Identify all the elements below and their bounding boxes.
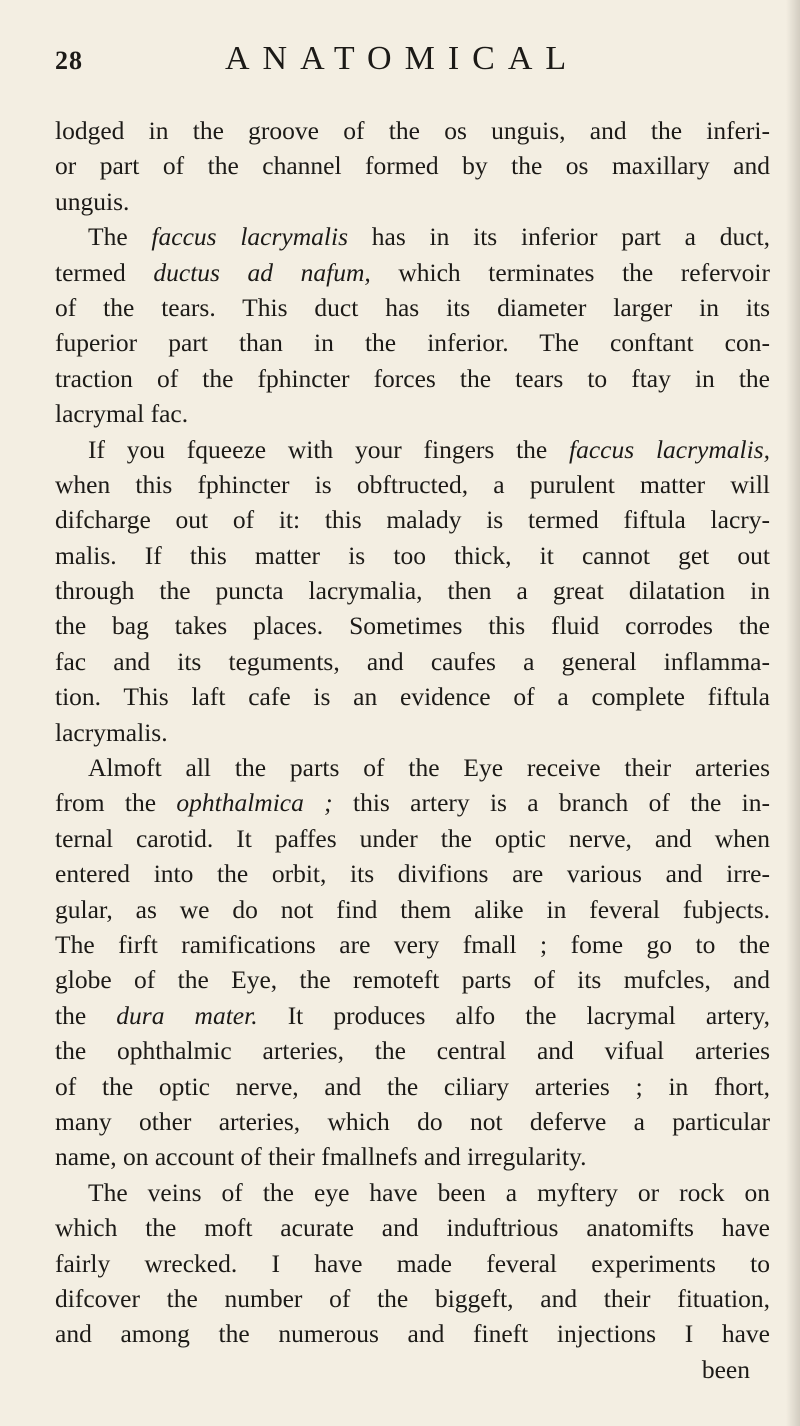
body-text — [55, 113, 770, 1387]
text-line: The firft ramifications are very fmall ; fome go to the — [55, 929, 770, 959]
text-line: Almoft all the parts of the Eye receive their arteries — [88, 753, 770, 783]
text-line: gular, as we do not find them alike in feveral fubjects. — [55, 894, 770, 924]
text-line: the bag takes places. Sometimes this fluid corrodes the — [55, 611, 770, 641]
text-line: tion. This laft cafe is an evidence of a complete fiftula — [55, 682, 770, 712]
italic-term: faccus lacrymalis — [151, 222, 348, 252]
running-head: ANATOMICAL — [225, 40, 580, 77]
text-line: difcover the number of the biggeft, and their fituation, — [55, 1283, 770, 1313]
text-line: traction of the fphincter forces the tears to ftay in the — [55, 363, 770, 393]
text-line: entered into the orbit, its divifions are various and irre- — [55, 859, 770, 889]
text-line: through the puncta lacrymalia, then a great dilatation in — [55, 576, 770, 606]
text-line: fuperior part than in the inferior. The conftant con- — [55, 328, 770, 358]
text-run: It produces alfo the lacrymal artery, — [257, 1000, 771, 1030]
text-line — [55, 219, 770, 254]
italic-term: ductus ad nafum, — [153, 257, 371, 287]
text-line: or part of the channel formed by the os maxillary and — [55, 151, 770, 181]
text-line: lacrymalis. — [55, 717, 168, 747]
text-line: name, on account of their fmallnefs and irregularity. — [55, 1142, 587, 1172]
text-line — [55, 998, 770, 1033]
text-run: If you fqueeze with your fingers the — [88, 434, 570, 464]
text-line: globe of the Eye, the remoteft parts of its mufcles, and — [55, 965, 770, 995]
text-line — [55, 255, 770, 290]
text-run: The — [88, 222, 152, 252]
text-line: and among the numerous and fineft injections I have — [55, 1319, 770, 1349]
page-header — [55, 40, 760, 90]
page-number: 28 — [55, 46, 83, 75]
text-line: unguis. — [55, 186, 130, 216]
text-line: fac and its teguments, and caufes a general inflamma- — [55, 646, 770, 676]
text-line: lodged in the groove of the os unguis, and the inferi- — [55, 116, 770, 145]
text-run: the — [55, 1000, 117, 1030]
text-line: malis. If this matter is too thick, it cannot get out — [55, 540, 770, 570]
text-line: many other arteries, which do not deferve a particular — [55, 1106, 770, 1136]
text-line — [55, 785, 770, 820]
text-line: fairly wrecked. I have made feveral experiments to — [55, 1248, 770, 1278]
text-line: of the optic nerve, and the ciliary arteries ; in fhort, — [55, 1071, 770, 1101]
text-line: lacrymal fac. — [55, 399, 189, 429]
text-line: the ophthalmic arteries, the central and vifual arteries — [55, 1036, 770, 1066]
text-run: from the — [55, 788, 177, 818]
italic-term: faccus lacrymalis, — [569, 434, 770, 464]
text-line: when this fphincter is obftructed, a purulent matter will — [55, 469, 770, 499]
text-line: of the tears. This duct has its diameter larger in its — [55, 292, 770, 322]
text-run: this artery is a branch of the in- — [332, 788, 770, 818]
italic-term: ophthalmica ; — [176, 788, 333, 818]
text-line: ternal carotid. It paffes under the optic nerve, and when — [55, 823, 770, 853]
text-run: termed — [55, 257, 154, 287]
text-line: which the moft acurate and induftrious anatomifts have — [55, 1213, 770, 1243]
page-edge-shadow — [786, 0, 800, 1426]
text-line: difcharge out of it: this malady is termed fiftula lacry- — [55, 505, 770, 535]
catchword: been — [701, 1354, 750, 1384]
text-line: The veins of the eye have been a myftery or rock on — [88, 1177, 770, 1207]
text-line — [55, 432, 770, 467]
text-run: has in its inferior part a duct, — [348, 222, 770, 252]
italic-term: dura mater. — [116, 1000, 258, 1030]
text-run: which terminates the refervoir — [370, 257, 770, 287]
